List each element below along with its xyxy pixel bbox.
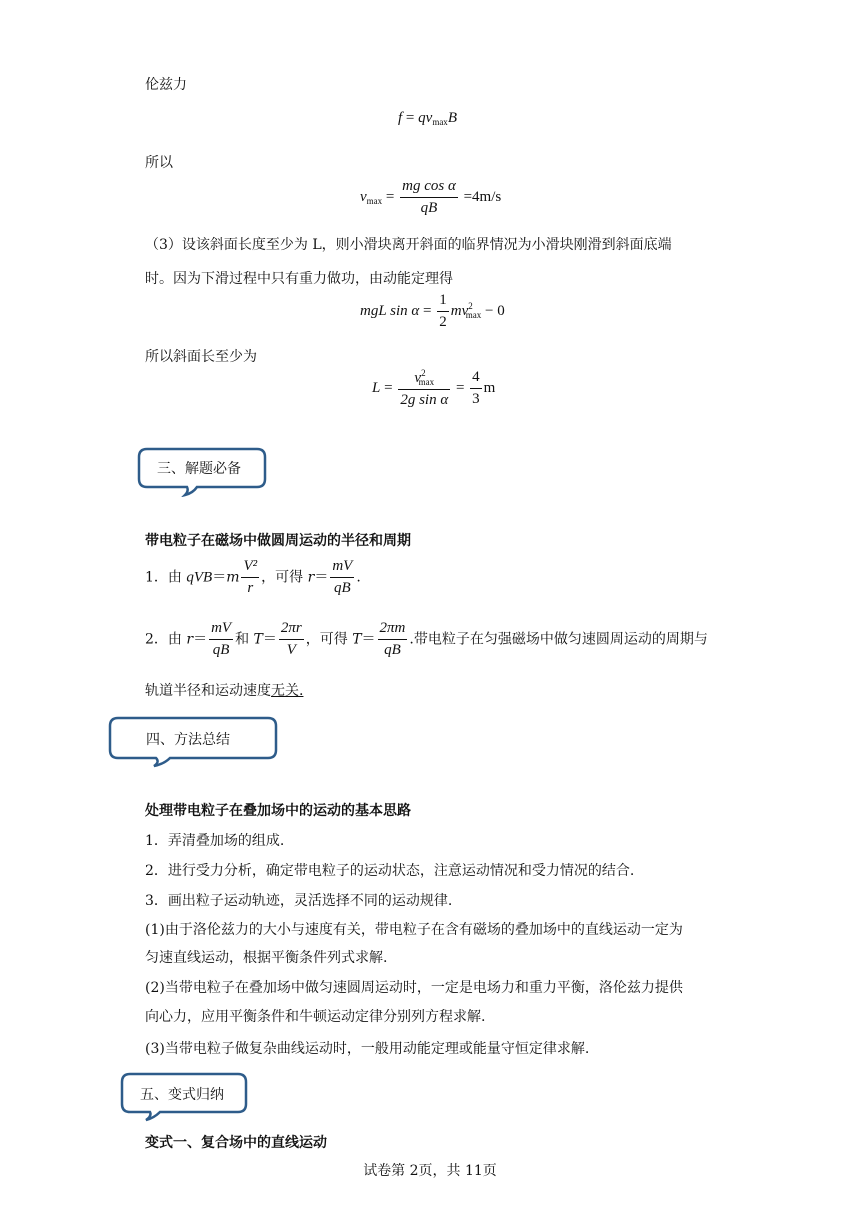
equation-vmax: $v_{max}$ = $\frac{\text{mg cos α}}{qB}$ =4m/s bbox=[360, 178, 502, 216]
s4-item: (1)由于洛伦兹力的大小与速度有关，带电粒子在含有磁场的叠加场中的直线运动一定为 bbox=[145, 922, 683, 938]
section-callout-5 bbox=[120, 1072, 250, 1122]
s4-item: (2)当带电粒子在叠加场中做匀速圆周运动时，一定是电场力和重力平衡，洛伦兹力提供 bbox=[145, 980, 683, 996]
equation-lorentz-force: $f = qv_{max}B$ bbox=[398, 110, 457, 127]
section-title-4: 四、方法总结 bbox=[146, 732, 230, 748]
part3-line1: （3）设该斜面长度至少为 L，则小滑块离开斜面的临界情况为小滑块刚滑到斜面底端 bbox=[145, 237, 672, 253]
s3-item2: 2．由 r＝ $\frac{mV}{qB}$ 和 T＝ $\frac{2\pi r}{V}$ ，可得 T＝ $\frac{2\pi m}{qB}$ .带电粒子在匀强磁场中做匀速圆周运动的周期与 bbox=[145, 620, 708, 658]
s3-heading: 带电粒子在磁场中做圆周运动的半径和周期 bbox=[145, 533, 411, 549]
page-footer: 试卷第 2页，共 11页 bbox=[363, 1163, 497, 1179]
section-title-3: 三、解题必备 bbox=[157, 461, 241, 477]
so-length-label: 所以斜面长至少为 bbox=[145, 349, 257, 365]
section-title-5: 五、变式归纳 bbox=[140, 1087, 224, 1103]
s5-heading: 变式一、复合场中的直线运动 bbox=[145, 1135, 327, 1151]
s3-item1: 1．由 qVB＝m $\frac{\text{V²}}{r}$ ，可得 r＝ $\frac{mV}{qB}$ . bbox=[145, 558, 361, 596]
s3-item2-line2: 轨道半径和运动速度无关. bbox=[145, 683, 304, 699]
s4-item: 2．进行受力分析，确定带电粒子的运动状态，注意运动情况和受力情况的结合. bbox=[145, 863, 635, 879]
section-callout-3 bbox=[137, 447, 269, 497]
lorentz-label: 伦兹力 bbox=[145, 77, 187, 93]
s4-item: 3．画出粒子运动轨迹，灵活选择不同的运动规律. bbox=[145, 893, 453, 909]
s4-item: 1．弄清叠加场的组成. bbox=[145, 833, 285, 849]
equation-length: L = $\frac{v^2_{max}}{\text{2g sin α}}$ = $\frac{4}{3}$ m bbox=[372, 368, 496, 408]
s4-item: 匀速直线运动，根据平衡条件列式求解. bbox=[145, 950, 388, 966]
s4-heading: 处理带电粒子在叠加场中的运动的基本思路 bbox=[145, 803, 411, 819]
so-label: 所以 bbox=[145, 155, 173, 171]
part3-line2: 时。因为下滑过程中只有重力做功，由动能定理得 bbox=[145, 271, 453, 287]
s4-item: 向心力，应用平衡条件和牛顿运动定律分别列方程求解. bbox=[145, 1009, 486, 1025]
section-callout-4 bbox=[108, 716, 280, 768]
s4-item: (3)当带电粒子做复杂曲线运动时，一般用动能定理或能量守恒定律求解. bbox=[145, 1041, 590, 1057]
equation-energy: mgL sin α = $\frac{1}{2}$ $mv^2_{max} - 0$ bbox=[360, 292, 505, 330]
